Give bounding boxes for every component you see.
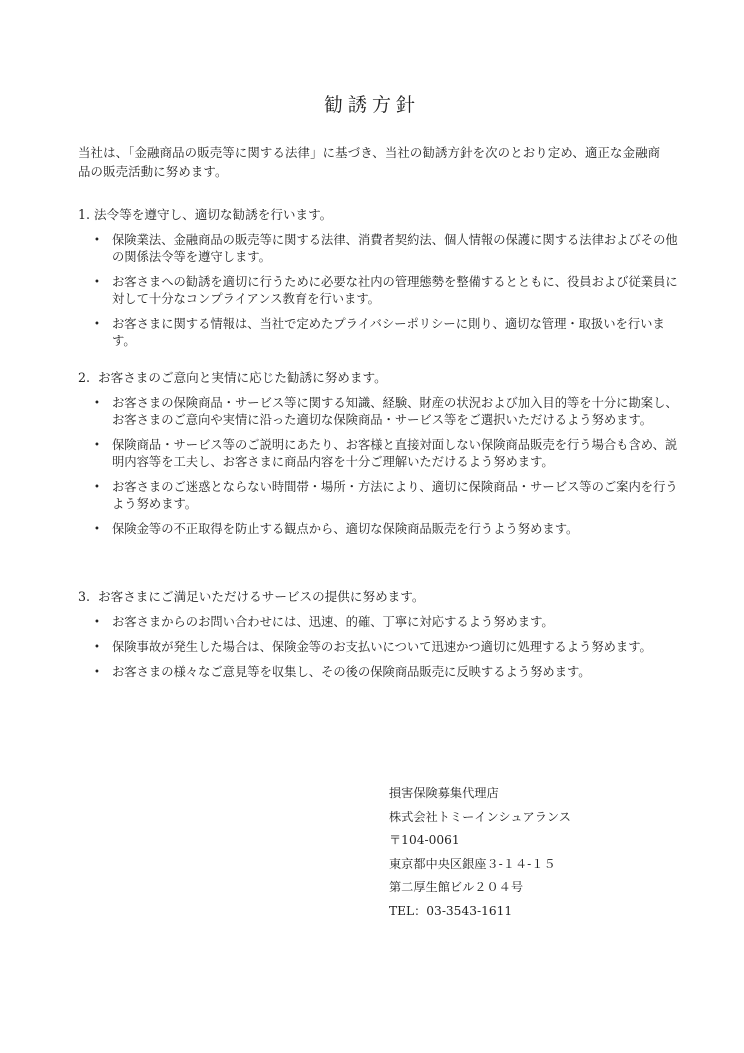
bullet-icon: • — [94, 524, 100, 535]
company-address-line-1: 東京都中央区銀座３-１４-１５ — [389, 856, 556, 871]
bullet-icon: • — [94, 667, 100, 678]
bullet-icon: • — [94, 482, 100, 493]
section-heading-text: お客さまにご満足いただけるサービスの提供に努めます。 — [98, 589, 425, 604]
list-item-text: お客さまの様々なご意見等を収集し、その後の保険商品販売に反映するよう努めます。 — [112, 665, 591, 679]
list-item — [78, 639, 678, 656]
list-item-text: お客さまに関する情報は、当社で定めたプライバシーポリシーに則り、適切な管理・取扱いを行います。 — [112, 317, 665, 348]
section-number: 2. — [78, 370, 91, 385]
company-address-line-2: 第二厚生館ビル２０４号 — [389, 880, 524, 894]
intro-paragraph: 当社は、「金融商品の販売等に関する法律」に基づき、当社の勧誘方針を次のとおり定め、適正な金融商品の販売活動に努めます。 — [78, 145, 661, 179]
bullet-icon: • — [94, 617, 100, 628]
bullet-icon: • — [94, 277, 100, 288]
list-item — [78, 437, 678, 471]
bullet-icon: • — [94, 398, 100, 409]
list-item-text: お客さまの保険商品・サービス等に関する知識、経験、財産の状況および加入目的等を十分に勘案し、お客さまのご意向や実情に沿った適切な保険商品・サービス等をご選択いただけるよう努めます。 — [112, 396, 678, 427]
list-item — [78, 664, 678, 681]
list-item — [78, 274, 678, 308]
section-items — [78, 614, 678, 681]
section-items — [78, 232, 678, 350]
list-item — [78, 316, 678, 350]
list-item — [78, 614, 678, 631]
company-type: 損害保険募集代理店 — [389, 786, 499, 800]
list-item-text: お客さまへの勧誘を適切に行うために必要な社内の管理態勢を整備するとともに、役員および従業員に対して十分なコンプライアンス教育を行います。 — [112, 275, 678, 306]
company-info — [389, 782, 571, 923]
list-item — [78, 479, 678, 513]
list-item — [78, 232, 678, 266]
bullet-icon: • — [94, 319, 100, 330]
bullet-icon: • — [94, 440, 100, 451]
page-title: 勧誘方針 — [323, 94, 420, 116]
list-item — [78, 395, 678, 429]
section-heading-text: 法令等を遵守し、適切な勧誘を行います。 — [94, 207, 333, 222]
bullet-icon: • — [94, 235, 100, 246]
list-item-text: 保険業法、金融商品の販売等に関する法律、消費者契約法、個人情報の保護に関する法律およびその他の関係法令等を遵守します。 — [112, 233, 678, 264]
bullet-icon: • — [94, 642, 100, 653]
list-item-text: お客さまからのお問い合わせには、迅速、的確、丁寧に対応するよう努めます。 — [112, 615, 554, 629]
list-item-text: 保険事故が発生した場合は、保険金等のお支払いについて迅速かつ適切に処理するよう努めます。 — [112, 640, 652, 654]
section-number: 1. — [78, 207, 91, 222]
section-items — [78, 395, 678, 538]
list-item-text: 保険商品・サービス等のご説明にあたり、お客様と直接対面しない保険商品販売を行う場合も含め、説明内容等を工夫し、お客さまに商品内容を十分ご理解いただけるよう努めます。 — [112, 438, 678, 469]
list-item-text: 保険金等の不正取得を防止する観点から、適切な保険商品販売を行うよう努めます。 — [112, 522, 579, 536]
company-phone: TEL：03-3543-1611 — [389, 903, 513, 918]
section-number: 3. — [78, 589, 91, 604]
section-2 — [78, 368, 678, 546]
section-heading — [78, 205, 678, 224]
company-name: 株式会社トミーインシュアランス — [389, 809, 571, 824]
section-heading — [78, 368, 678, 387]
section-1 — [78, 205, 678, 358]
section-heading — [78, 587, 678, 606]
company-postal-code: 〒104-0061 — [389, 833, 460, 847]
list-item — [78, 521, 678, 538]
section-heading-text: お客さまのご意向と実情に応じた勧誘に努めます。 — [98, 370, 387, 385]
section-3 — [78, 587, 678, 689]
list-item-text: お客さまのご迷惑とならない時間帯・場所・方法により、適切に保険商品・サービス等のご案内を行うよう努めます。 — [112, 480, 678, 511]
